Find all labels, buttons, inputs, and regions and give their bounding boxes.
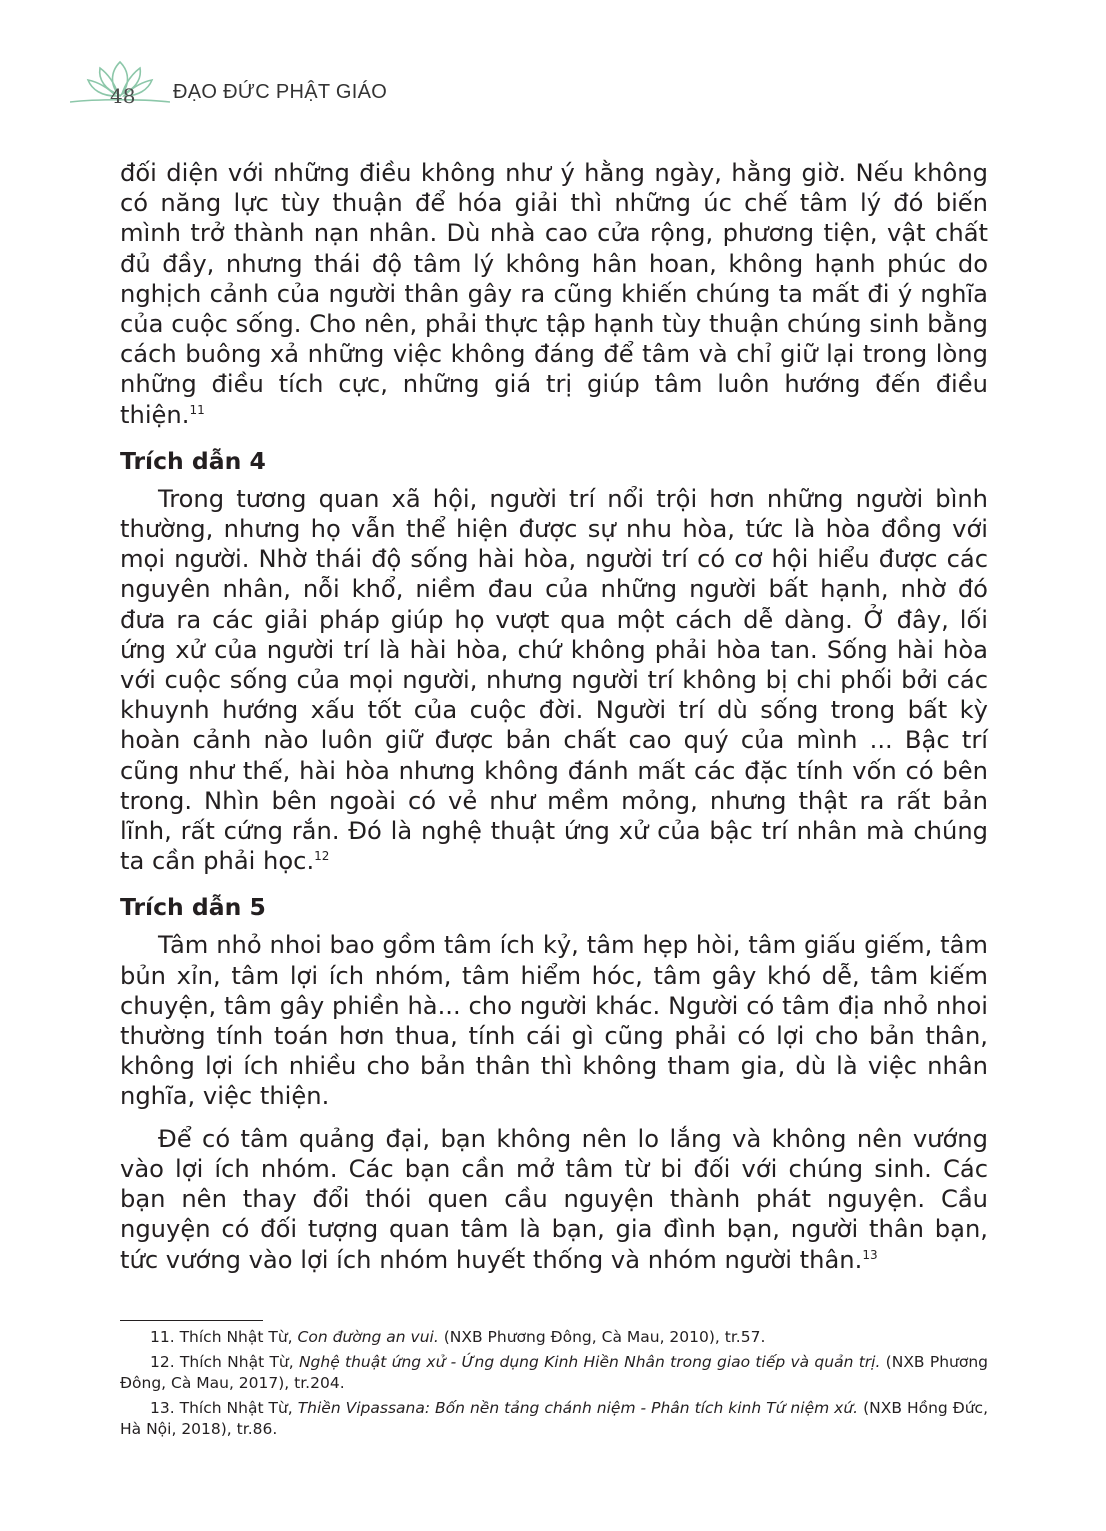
page-number: 48: [110, 84, 136, 108]
running-title: ĐẠO ĐỨC PHẬT GIÁO: [173, 81, 388, 103]
footnote-divider: [120, 1320, 263, 1321]
footnotes: [120, 1327, 988, 1444]
page-header: [70, 50, 490, 110]
footnote-ref[interactable]: 13: [862, 1247, 878, 1262]
footnote-ref[interactable]: 11: [189, 402, 205, 417]
paragraph: Trong tương quan xã hội, người trí nổi trội hơn những người bình thường, nhưng họ vẫn thể hiện được sự nhu hòa, tức là hòa đồng với mọi người. Nhờ thái độ sống hài hòa, người trí có cơ hội hiểu được các nguyên nhân, nỗi khổ, niềm đau của những người bất hạnh, nhờ đó đưa ra các giải pháp giúp họ vượt qua một cách dễ dàng. Ở đây, lối ứng xử của người trí là hài hòa, chứ không phải hòa tan. Sống hài hòa với cuộc sống của mọi người, nhưng người trí không bị chi phối bởi các khuynh hướng xấu tốt của cuộc đời. Người trí dù sống trong bất kỳ hoàn cảnh nào luôn giữ được bản chất cao quý của mình ... Bậc trí cũng như thế, hài hòa nhưng không đánh mất các đặc tính vốn có bên trong. Nhìn bên ngoài có vẻ như mềm mỏng, nhưng thật ra rất bản lĩnh, rất cứng rắn. Đó là nghệ thuật ứng xử của bậc trí nhân mà chúng ta cần phải học.$^{12}$: [120, 484, 988, 876]
footnote: 11. Thích Nhật Từ, Con đường an vui. (NXB Phương Đông, Cà Mau, 2010), tr.57.: [150, 1328, 766, 1346]
footnote: 12. Thích Nhật Từ, Nghệ thuật ứng xử - Ứng dụng Kinh Hiền Nhân trong giao tiếp và quản trị. (NXB Phương Đông, Cà Mau, 2017), tr.204.: [120, 1352, 988, 1392]
paragraph: Tâm nhỏ nhoi bao gồm tâm ích kỷ, tâm hẹp hòi, tâm giấu giếm, tâm bủn xỉn, tâm lợi ích nhóm, tâm hiểm hóc, tâm gây khó dễ, tâm kiếm chuyện, tâm gây phiền hà... cho người khác. Người có tâm địa nhỏ nhoi thường tính toán hơn thua, tính cái gì cũng phải có lợi cho bản thân, không lợi ích nhiều cho bản thân thì không tham gia, dù là việc nhân nghĩa, việc thiện.: [120, 931, 988, 1111]
paragraph: đối diện với những điều không như ý hằng ngày, hằng giờ. Nếu không có năng lực tùy thuận để hóa giải thì những úc chế tâm lý đó biến mình trở thành nạn nhân. Dù nhà cao cửa rộng, phương tiện, vật chất đủ đầy, nhưng thái độ tâm lý không hân hoan, không hạnh phúc do nghịch cảnh của người thân gây ra cũng khiến chúng ta mất đi ý nghĩa của cuộc sống. Cho nên, phải thực tập hạnh tùy thuận chúng sinh bằng cách buông xả những việc không đáng để tâm và chỉ giữ lại trong lòng những điều tích cực, những giá trị giúp tâm luôn hướng đến điều thiện.$^{11}$: [120, 159, 988, 429]
footnote-ref[interactable]: 12: [314, 849, 330, 864]
section-heading: Trích dẫn 5: [120, 893, 266, 922]
main-text: [120, 158, 988, 1275]
paragraph: Để có tâm quảng đại, bạn không nên lo lắng và không nên vướng vào lợi ích nhóm. Các bạn cần mở tâm từ bi đối với chúng sinh. Các bạn nên thay đổi thói quen cầu nguyện thành phát nguyện. Cầu nguyện có đối tượng quan tâm là bạn, gia đình bạn, người thân bạn, tức vướng vào lợi ích nhóm huyết thống và nhóm người thân.$^{13}$: [120, 1124, 988, 1274]
footnote: 13. Thích Nhật Từ, Thiền Vipassana: Bốn nền tảng chánh niệm - Phân tích kinh Tứ niệm xứ. (NXB Hồng Đức, Hà Nội, 2018), tr.86.: [120, 1398, 989, 1438]
section-heading: Trích dẫn 4: [120, 446, 266, 475]
